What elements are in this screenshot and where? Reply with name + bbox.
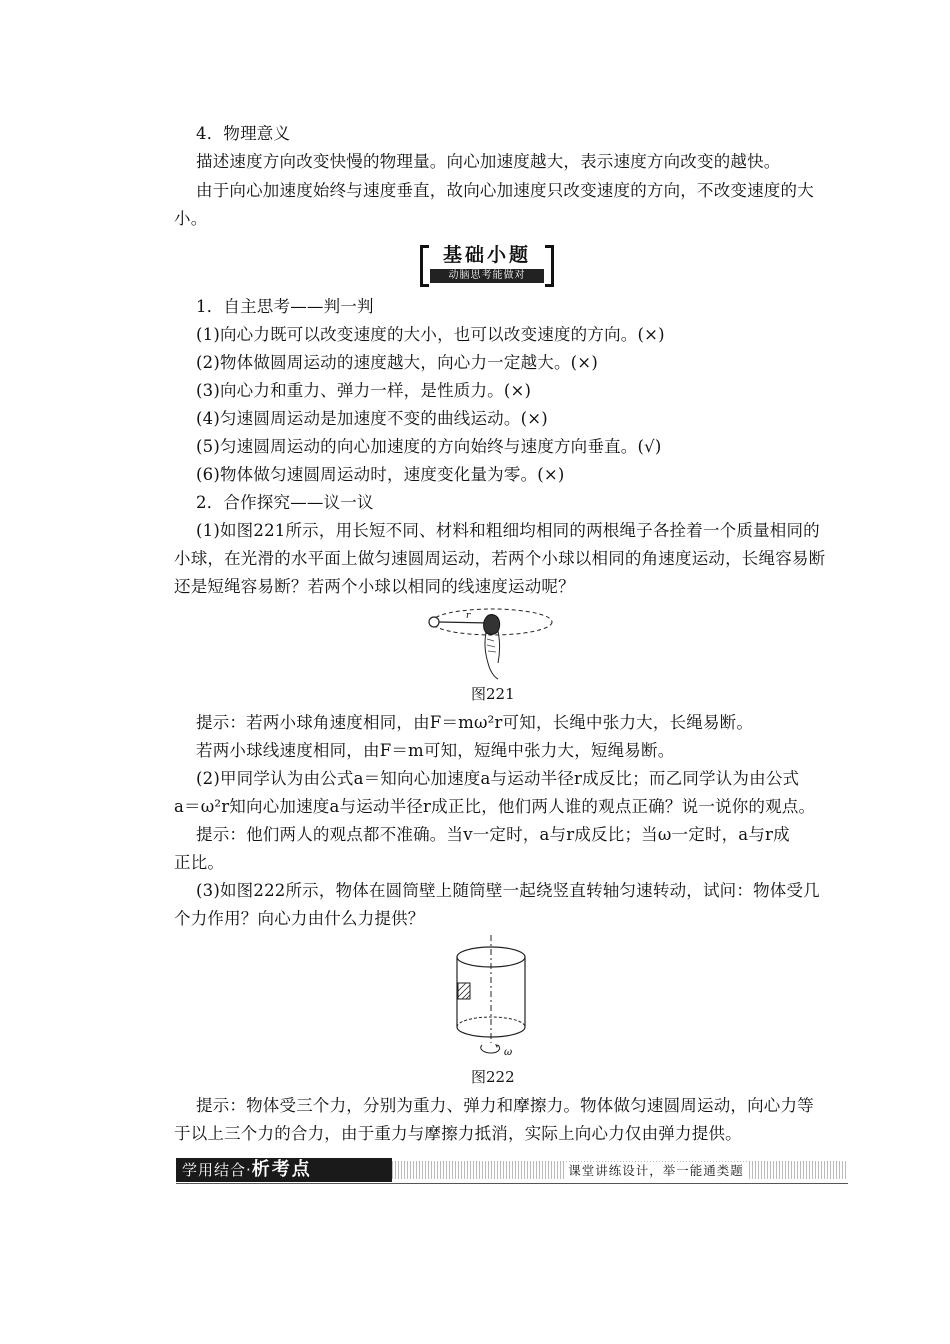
judge-item: (6)物体做匀速圆周运动时，速度变化量为零。(×) xyxy=(196,465,565,484)
paragraph-line: 个力作用？向心力由什么力提供？ xyxy=(174,909,425,928)
paragraph-line: (2)甲同学认为由公式a＝知向心加速度a与运动半径r成反比；而乙同学认为由公式 xyxy=(196,769,800,788)
hint-line: 正比。 xyxy=(174,853,225,872)
figure-caption: 图221 xyxy=(471,685,515,703)
figure-221-drawing xyxy=(424,605,556,680)
question-heading: 2．合作探究——议一议 xyxy=(196,493,374,512)
paragraph-line: 由于向心加速度始终与速度垂直，故向心加速度只改变速度的方向，不改变速度的大 xyxy=(196,181,814,200)
judge-item: (5)匀速圆周运动的向心加速度的方向始终与速度方向垂直。(√) xyxy=(196,437,662,456)
judge-item: (1)向心力既可以改变速度的大小，也可以改变速度的方向。(×) xyxy=(196,325,665,344)
paragraph-line: a＝ω²r知向心加速度a与运动半径r成正比，他们两人谁的观点正确？说一说你的观点。 xyxy=(174,797,816,816)
figure-caption: 图222 xyxy=(471,1068,515,1086)
ball-icon xyxy=(429,617,439,627)
paragraph-line: 描述速度方向改变快慢的物理量。向心加速度越大，表示速度方向改变的越快。 xyxy=(196,152,781,171)
radius-label: r xyxy=(466,611,471,621)
figure-rotating-cylinder xyxy=(448,935,530,1063)
judge-item: (3)向心力和重力、弹力一样，是性质力。(×) xyxy=(196,381,532,400)
hint-line: 于以上三个力的合力，由于重力与摩擦力抵消，实际上向心力仅由弹力提供。 xyxy=(174,1124,742,1143)
banner-subtitle: 课堂讲练设计，举一能通类题 xyxy=(564,1162,748,1179)
banner-title xyxy=(176,1158,392,1182)
paragraph-line: 还是短绳容易断？若两个小球以相同的线速度运动呢？ xyxy=(174,577,575,596)
judge-item: (4)匀速圆周运动是加速度不变的曲线运动。(×) xyxy=(196,409,548,428)
judge-item: (2)物体做圆周运动的速度越大，向心力一定越大。(×) xyxy=(196,353,598,372)
badge-subtitle: 动脑思考能做对 xyxy=(430,269,544,283)
banner-title-bold: 析考点 xyxy=(251,1159,312,1180)
banner-title-prefix: 学用结合· xyxy=(182,1161,252,1179)
section-badge xyxy=(420,243,554,285)
paragraph-line: (1)如图221所示，用长短不同、材料和粗细均相同的两根绳子各拴着一个质量相同的 xyxy=(196,521,820,540)
figure-222-drawing xyxy=(448,935,530,1063)
omega-label: ω xyxy=(504,1047,513,1058)
question-heading: 1．自主思考——判一判 xyxy=(196,297,374,316)
hint-line: 提示：他们两人的观点都不准确。当v一定时，a与r成反比；当ω一定时，a与r成 xyxy=(196,825,790,844)
hint-line: 若两小球线速度相同，由F＝m可知，短绳中张力大，短绳易断。 xyxy=(196,741,675,760)
figure-ball-on-string xyxy=(424,605,556,680)
hint-line: 提示：物体受三个力，分别为重力、弹力和摩擦力。物体做匀速圆周运动，向心力等 xyxy=(196,1096,814,1115)
badge-title: 基础小题 xyxy=(442,244,531,266)
hand-icon xyxy=(484,615,500,679)
section-banner xyxy=(176,1158,848,1184)
hint-line: 提示：若两小球角速度相同，由F＝mω²r可知，长绳中张力大，长绳易断。 xyxy=(196,713,754,732)
banner-rule xyxy=(176,1183,848,1184)
paragraph-line: (3)如图222所示，物体在圆筒壁上随筒壁一起绕竖直转轴匀速转动，试问：物体受几 xyxy=(196,881,820,900)
paragraph-line: 小。 xyxy=(174,209,208,228)
section-heading: 4．物理意义 xyxy=(196,124,291,143)
block-icon xyxy=(458,983,470,999)
paragraph-line: 小球，在光滑的水平面上做匀速圆周运动，若两个小球以相同的角速度运动，长绳容易断 xyxy=(174,549,826,568)
